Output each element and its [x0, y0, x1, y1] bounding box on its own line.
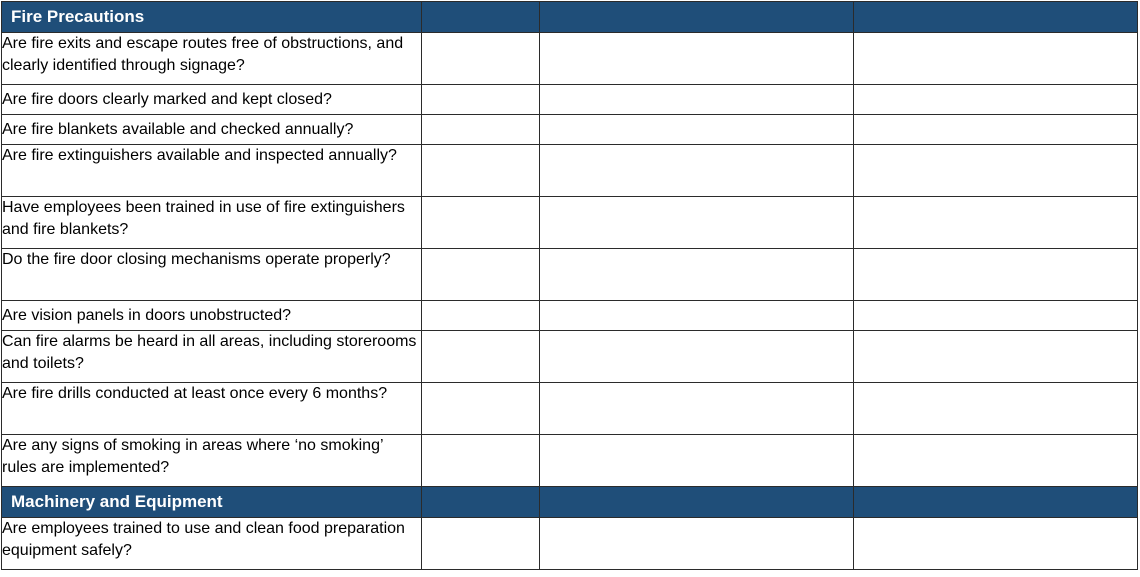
table-row [2, 145, 1138, 197]
answer-cell[interactable] [854, 331, 1138, 383]
answer-cell[interactable] [422, 145, 540, 197]
answer-cell[interactable] [422, 518, 540, 570]
section-title: Machinery and Equipment [2, 487, 422, 518]
answer-cell[interactable] [540, 33, 854, 85]
section-header-row [2, 487, 1138, 518]
answer-cell[interactable] [422, 331, 540, 383]
answer-cell[interactable] [854, 33, 1138, 85]
table-row [2, 331, 1138, 383]
question-cell: Have employees been trained in use of fire extinguishers and fire blankets? [2, 197, 422, 249]
question-cell: Are fire doors clearly marked and kept closed? [2, 85, 422, 115]
answer-cell[interactable] [422, 115, 540, 145]
table-row [2, 518, 1138, 570]
answer-cell[interactable] [422, 249, 540, 301]
answer-cell[interactable] [854, 145, 1138, 197]
answer-cell[interactable] [540, 331, 854, 383]
question-cell: Are fire exits and escape routes free of obstructions, and clearly identified through signage? [2, 33, 422, 85]
table-row [2, 435, 1138, 487]
answer-cell[interactable] [540, 197, 854, 249]
section-header-cell [854, 2, 1138, 33]
table-row [2, 115, 1138, 145]
table-row [2, 383, 1138, 435]
answer-cell[interactable] [540, 435, 854, 487]
answer-cell[interactable] [422, 197, 540, 249]
answer-cell[interactable] [540, 115, 854, 145]
answer-cell[interactable] [854, 249, 1138, 301]
section-header-row [2, 2, 1138, 33]
answer-cell[interactable] [422, 301, 540, 331]
table-row [2, 197, 1138, 249]
question-cell: Are fire extinguishers available and inspected annually? [2, 145, 422, 197]
question-cell: Can fire alarms be heard in all areas, including storerooms and toilets? [2, 331, 422, 383]
question-cell: Are fire drills conducted at least once every 6 months? [2, 383, 422, 435]
table-row [2, 33, 1138, 85]
answer-cell[interactable] [540, 301, 854, 331]
section-header-cell [422, 2, 540, 33]
table-row [2, 249, 1138, 301]
answer-cell[interactable] [422, 383, 540, 435]
answer-cell[interactable] [540, 518, 854, 570]
table-row [2, 85, 1138, 115]
answer-cell[interactable] [854, 197, 1138, 249]
answer-cell[interactable] [540, 383, 854, 435]
answer-cell[interactable] [540, 145, 854, 197]
question-cell: Do the fire door closing mechanisms operate properly? [2, 249, 422, 301]
answer-cell[interactable] [422, 85, 540, 115]
question-cell: Are vision panels in doors unobstructed? [2, 301, 422, 331]
section-header-cell [854, 487, 1138, 518]
question-cell: Are fire blankets available and checked annually? [2, 115, 422, 145]
answer-cell[interactable] [540, 85, 854, 115]
section-title: Fire Precautions [2, 2, 422, 33]
answer-cell[interactable] [854, 435, 1138, 487]
section-header-cell [422, 487, 540, 518]
checklist-table [1, 1, 1138, 570]
answer-cell[interactable] [854, 383, 1138, 435]
table-row [2, 301, 1138, 331]
answer-cell[interactable] [854, 85, 1138, 115]
answer-cell[interactable] [422, 33, 540, 85]
answer-cell[interactable] [854, 115, 1138, 145]
question-cell: Are employees trained to use and clean food preparation equipment safely? [2, 518, 422, 570]
answer-cell[interactable] [854, 301, 1138, 331]
section-header-cell [540, 487, 854, 518]
answer-cell[interactable] [422, 435, 540, 487]
question-cell: Are any signs of smoking in areas where ‘no smoking’ rules are implemented? [2, 435, 422, 487]
section-header-cell [540, 2, 854, 33]
answer-cell[interactable] [540, 249, 854, 301]
answer-cell[interactable] [854, 518, 1138, 570]
